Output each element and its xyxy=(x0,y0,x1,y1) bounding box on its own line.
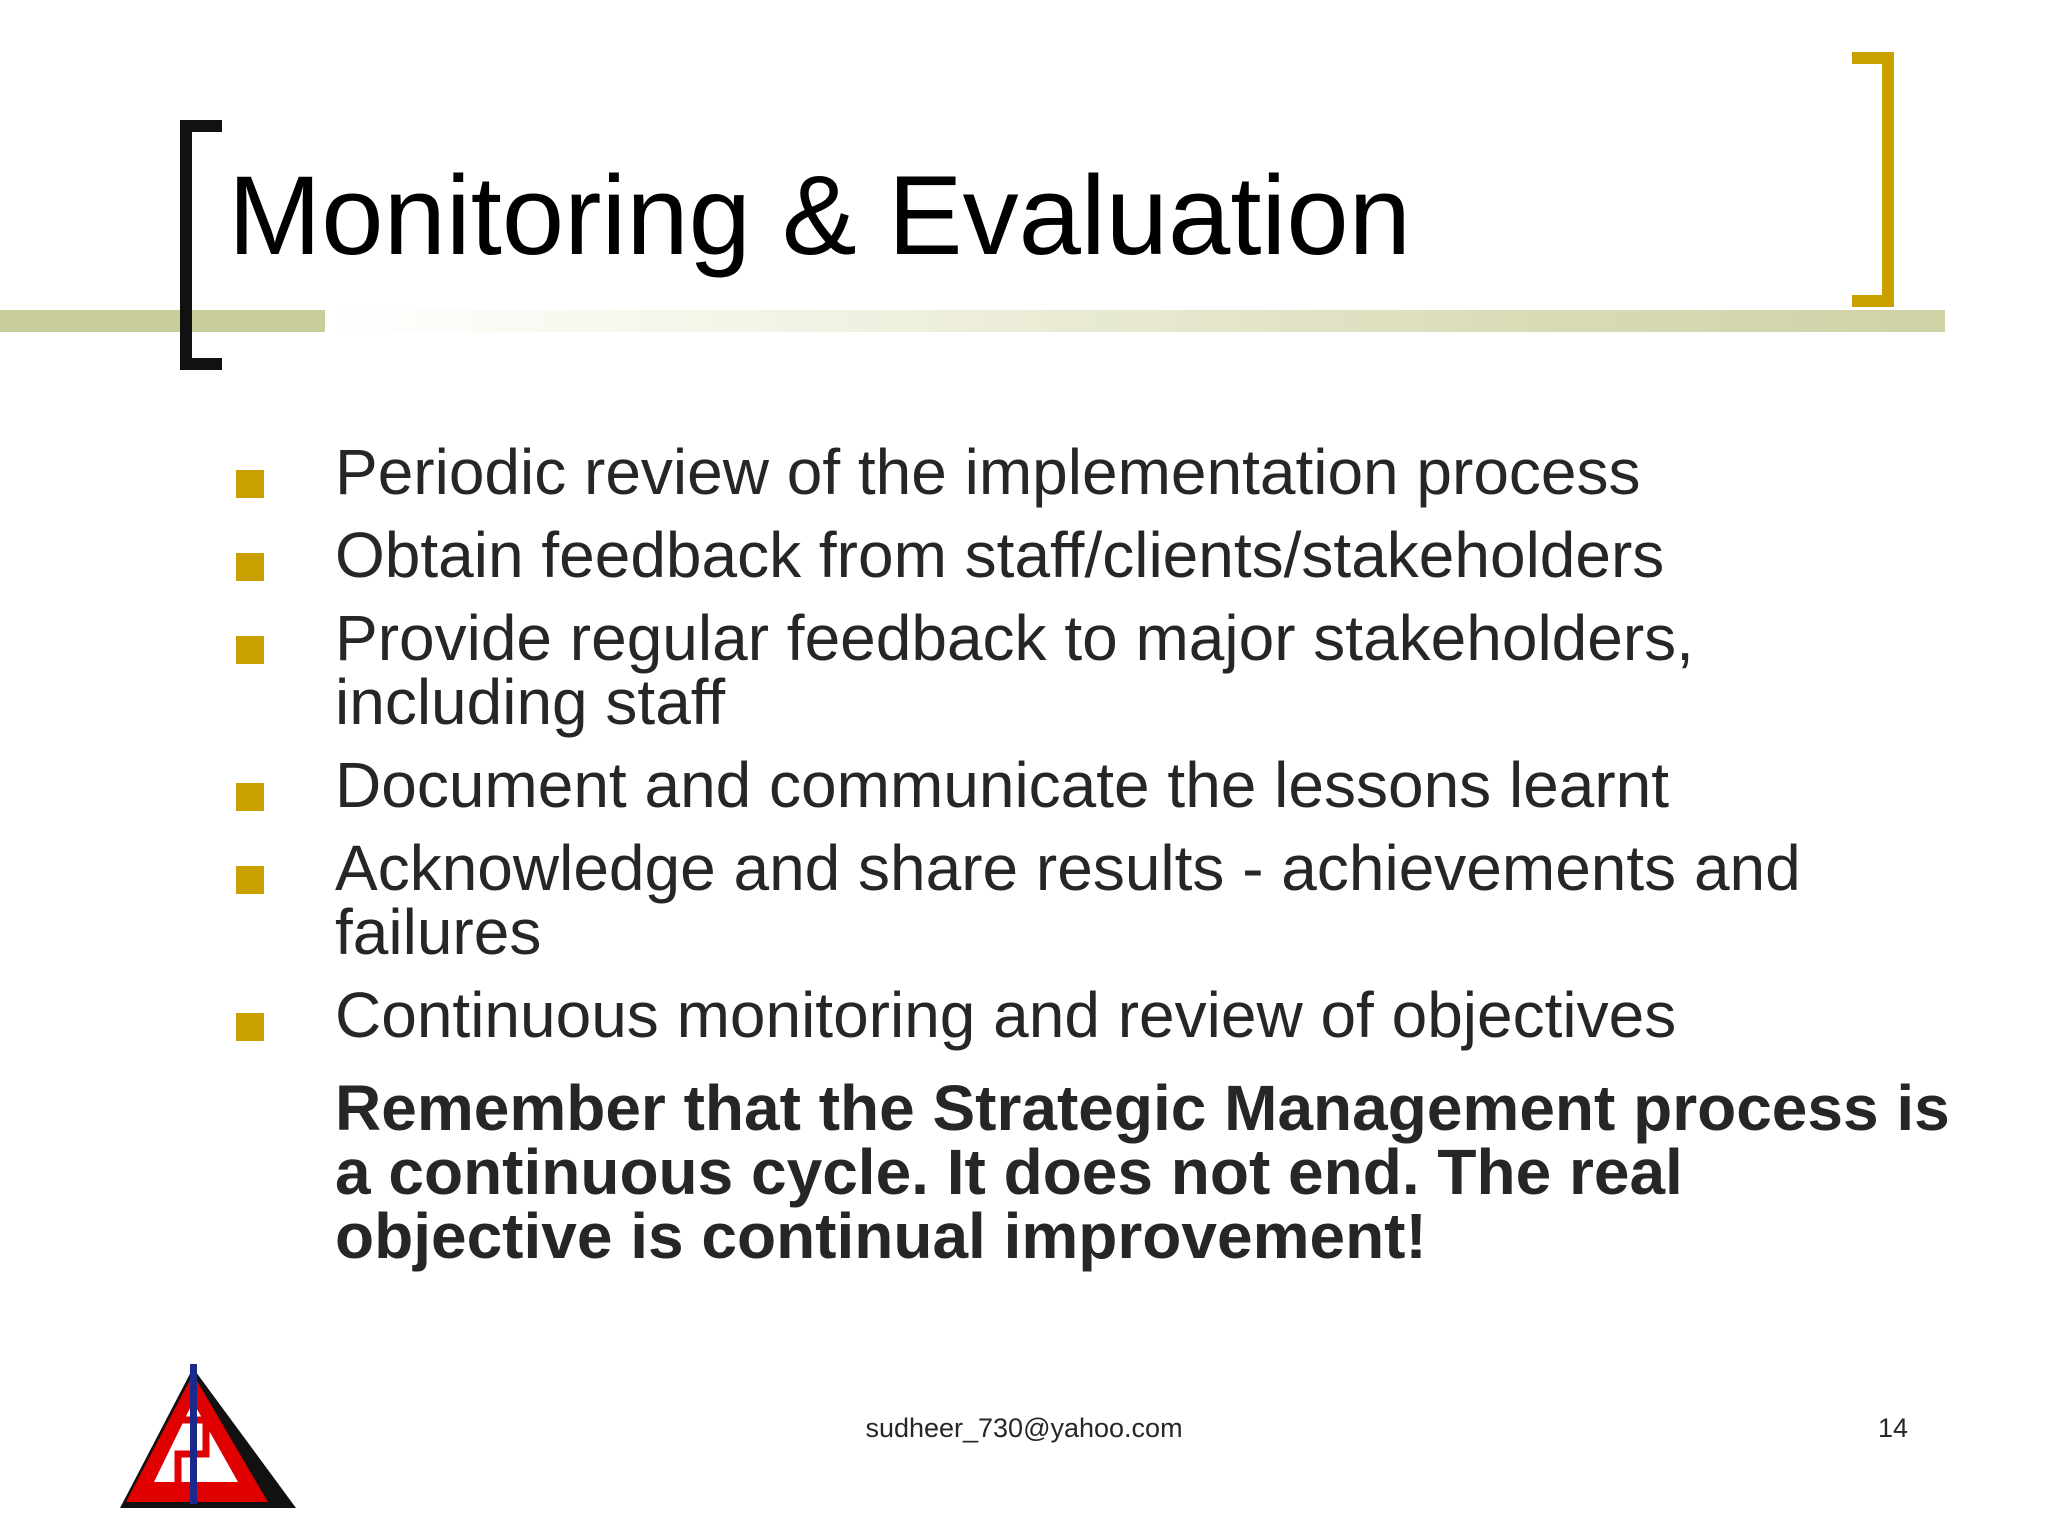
bullet-text: Acknowledge and share results - achievements and failures xyxy=(335,832,1801,968)
bullet-item xyxy=(236,749,1956,821)
bullet-item xyxy=(236,436,1956,508)
bullet-item xyxy=(236,519,1956,591)
square-bullet-icon xyxy=(236,1013,264,1041)
left-bracket-icon xyxy=(180,120,222,370)
square-bullet-icon xyxy=(236,470,264,498)
bullet-item xyxy=(236,602,1956,738)
title-underline-right xyxy=(325,310,1945,332)
footer-email: sudheer_730@yahoo.com xyxy=(865,1413,1183,1443)
slide-number: 14 xyxy=(1878,1413,1909,1443)
bullet-text: Obtain feedback from staff/clients/stakeholders xyxy=(335,519,1665,591)
square-bullet-icon xyxy=(236,866,264,894)
bullet-text: Continuous monitoring and review of objectives xyxy=(335,979,1677,1051)
bullet-item xyxy=(236,832,1956,968)
bullet-list xyxy=(236,436,1956,1066)
square-bullet-icon xyxy=(236,783,264,811)
bullet-text: Provide regular feedback to major stakeholders, including staff xyxy=(335,602,1694,738)
slide-title: Monitoring & Evaluation xyxy=(228,153,1411,278)
title-underline-left xyxy=(0,310,325,332)
square-bullet-icon xyxy=(236,553,264,581)
closing-note: Remember that the Strategic Management process is a continuous cycle. It does not end. The real objective is continual improvement! xyxy=(335,1072,1950,1272)
bullet-item xyxy=(236,979,1956,1051)
right-bracket-icon xyxy=(1852,52,1894,307)
square-bullet-icon xyxy=(236,636,264,664)
bullet-text: Periodic review of the implementation process xyxy=(335,436,1641,508)
bullet-text: Document and communicate the lessons learnt xyxy=(335,749,1670,821)
